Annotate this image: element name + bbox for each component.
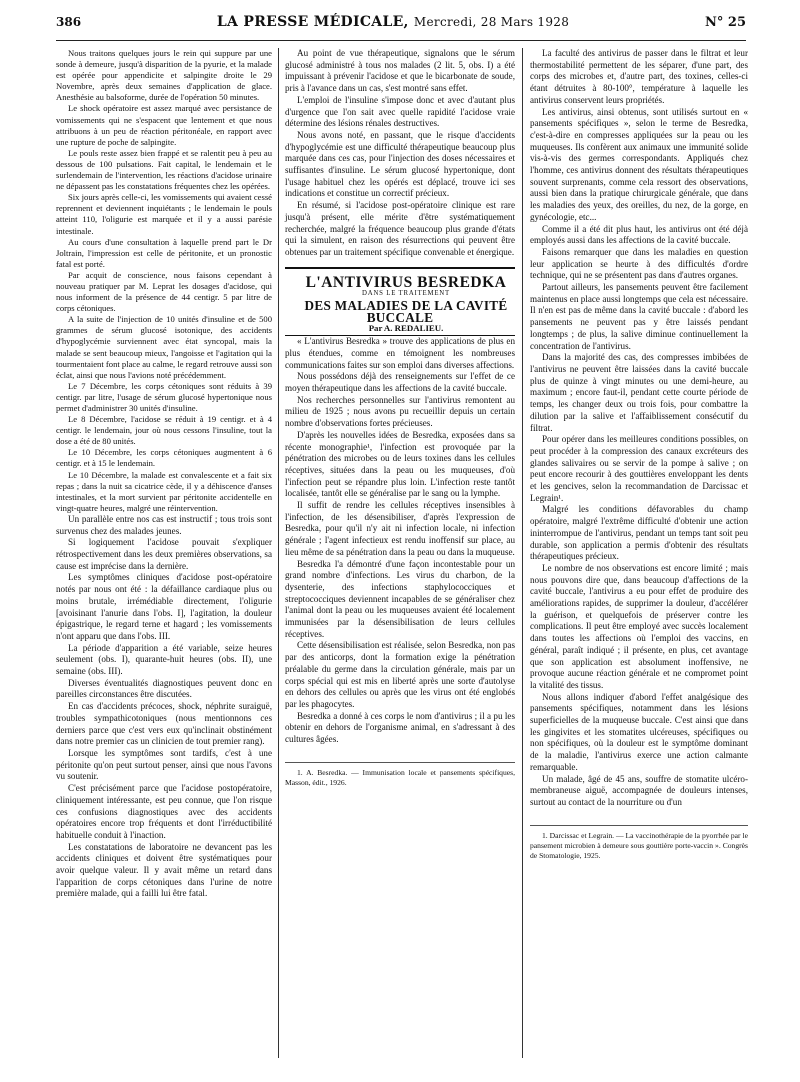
footnote: [530, 825, 748, 861]
paragraph: La période d'apparition a été variable, seize heures seulement (obs. I), quarante-huit heures (obs. II), une semaine (obs. III).: [56, 642, 272, 677]
paragraph: Diverses éventualités diagnostiques peuvent donc en pareilles circonstances être discutées.: [56, 677, 272, 700]
paragraph: Six jours après celle-ci, les vomissements qui avaient cessé reprennent et deviennent inquiétants ; le lendemain le pouls atteint 110, l'oligurie est marquée et il y a aussi parésie intestinale.: [56, 192, 272, 236]
journal-name: LA PRESSE MÉDICALE,: [216, 14, 409, 30]
paragraph: Nous possédons déjà des renseignements sur l'effet de ce moyen thérapeutique dans les affections de la cavité buccale.: [285, 371, 515, 393]
journal-title: [217, 14, 569, 30]
paragraph: Les antivirus, ainsi obtenus, sont utilisés surtout en « pansements spécifiques », selon le terme de Besredka, c'est-à-dire en compresses appliquées sur la peau ou les muqueuses. Ils confèrent aux animaux une immunité solide vis-à-vis des germes correspondants. Appliqués chez l'homme, ces antivirus donnent des résultats thérapeutiques souvent surprenants, comme cela ressort des observations, aussi bien dans la pratique chirurgicale générale, que dans les maladies des yeux, des oreilles, du nez, de la gorge, en gynécologie, etc...: [530, 106, 748, 222]
article-author: Par A. REDALIEU.: [368, 323, 444, 334]
paragraph: Les constatations de laboratoire ne devancent pas les accidents cliniques et doivent être systématiques pour avoir quelque valeur. Il y avait même un retard dans l'apparition de corps cétoniques dans l'urine de notre première malade, qui a failli lui être fatal.: [56, 841, 272, 899]
article-heading: [285, 267, 515, 337]
paragraph: Dans la majorité des cas, des compresses imbibées de l'antivirus ne peuvent être laissées dans la cavité buccale plus de quinze à vingt minutes ou une demi-heure, au maximum ; encore faut-il, pendant cette courte période de temps, les changer deux ou trois fois, pour combattre la dilution par la salive et l'affaiblissement consécutif du filtrat.: [530, 352, 748, 433]
paragraph: Besredka a donné à ces corps le nom d'antivirus ; il a pu les obtenir en dehors de l'organisme animal, en s'adressant à des cultures âgées.: [285, 710, 515, 745]
paragraph: Lorsque les symptômes sont tardifs, c'est à une péritonite qu'on peut surtout penser, ainsi que nous l'avons vu soutenir.: [56, 748, 272, 782]
column-left: [56, 48, 272, 900]
paragraph: Partout ailleurs, les pansements peuvent être facilement maintenus en place aussi longtemps que cela est nécessaire. Il n'en est pas de même dans la cavité buccale : d'abord les pansements ne peuvent pas y être laissés pendant longtemps ; de plus, la salive diminue continuellement la concentration de l'antivirus.: [530, 282, 748, 351]
paragraph: Le 10 Décembre, les corps cétoniques augmentent à 6 centigr. et à 15 le lendemain.: [56, 447, 272, 469]
issue-number: N° 25: [704, 15, 746, 30]
footnote: [285, 762, 515, 788]
paragraph: Un parallèle entre nos cas est instructif ; tous trois sont survenus chez des malades jeunes.: [56, 513, 272, 536]
paragraph: Nos recherches personnelles sur l'antivirus remontent au milieu de 1925 ; nous avons pu recueillir depuis un certain nombre d'observations fortes précieuses.: [285, 394, 515, 429]
paragraph: Par acquit de conscience, nous faisons cependant à nouveau pratiquer par M. Leprat les dosages d'acidose, qui nous informent de la présence de 44 centigr. 5 par litre de corps cétoniques.: [56, 269, 272, 314]
column-right: [530, 48, 748, 861]
paragraph: Le pouls reste assez bien frappé et se ralentit peu à peu au dessous de 100 pulsations. Fait capital, le lendemain et le surlendemain de l'intervention, les réactions d'acidose urinaire ne dépassent pas les constatations fréquentes chez les opérées.: [56, 147, 272, 192]
paragraph: Au point de vue thérapeutique, signalons que le sérum glucosé administré à tous nos malades (2 lit. 5, obs. I) a été impuissant à prévenir l'acidose et que le bicarbonate de soude, pris à l'avance dans un cas, s'est montré sans effet.: [285, 48, 515, 94]
column-middle: [285, 48, 515, 788]
footnote-text: 1. A. Besredka. — Immunisation locale et pansements spécifiques, Masson, édit., 1926.: [285, 767, 515, 787]
paragraph: En résumé, si l'acidose post-opératoire clinique est rare jusqu'à présent, elle mérite d'être systématiquement recherchée, malgré la fréquence beaucoup plus grande d'états qui la simulent, en raison des résurrections qui peuvent être obtenues par un traitement spécifique convenable et énergique.: [285, 200, 515, 257]
article-subtitle: DANS LE TRAITEMENT: [362, 290, 450, 298]
paragraph: Le nombre de nos observations est encore limité ; mais nous pouvons dire que, dans beaucoup d'affections de la cavité buccale, l'antivirus a eu pour effet de produire des améliorations rapides, de supprimer la douleur, d'accélérer la guérison, et quelquefois de préserver contre les complications. Il peut être employé avec succès localement dans toutes les affections où l'emploi des vaccins, en général, paraît indiqué ; il présente, en plus, cet avantage que son application est absolument inoffensive, ne provoque aucune réaction générale et ne compromet point la vitalité des tissus.: [530, 562, 748, 690]
column-divider: [522, 48, 523, 1058]
article-title-second: DES MALADIES DE LA CAVITÉ BUCCALE: [304, 298, 508, 325]
article-title: L'ANTIVIRUS BESREDKA: [305, 273, 507, 291]
paragraph: A la suite de l'injection de 10 unités d'insuline et de 500 grammes de sérum glucosé isotonique, des accidents d'hypoglycémie surviennent avec état syncopal, mais la malade se sent beaucoup mieux, l'angoisse et l'agitation qui la tourmentaient font place au calme, le regard retrouve aussi son éclat, ainsi que nous l'avions noté précédemment.: [56, 314, 272, 380]
paragraph: D'après les nouvelles idées de Besredka, exposées dans sa récente monographie¹, l'infection est provoquée par la pénétration des microbes ou de leurs toxines dans les cellules réceptives, situées dans la peau ou les muqueuses, d'où l'infection peut se répandre plus loin. L'infection reste tantôt localisée, tantôt elle se généralise par le sang ou la lymphe.: [285, 429, 515, 499]
paragraph: L'emploi de l'insuline s'impose donc et avec d'autant plus d'urgence que l'on sait avec quelle rapidité l'acidose vraie détermine des lésions rénales destructives.: [285, 94, 515, 129]
paragraph: Besredka l'a démontré d'une façon incontestable pour un grand nombre d'infections. Les virus du charbon, de la dysenterie, des infections staphylococciques et streptococciques deviennent incapables de se généraliser chez l'animal dont la peau ou les muqueuses avaient été localement immunisées par la désensibilisation de leurs cellules réceptives.: [285, 558, 515, 639]
page-header: [56, 14, 746, 41]
paragraph: La faculté des antivirus de passer dans le filtrat et leur thermostabilité permettent de les séparer, d'une part, des corps des microbes et, d'autre part, des toxines, celles-ci étant détruites à 80-100°, température à laquelle les antivirus conservent leurs propriétés.: [530, 48, 748, 105]
paragraph: Nous traitons quelques jours le rein qui suppure par une sonde à demeure, jusqu'à disparition de la pyurie, et la malade est opérée pour appendicite et salpingite droite le 29 Novembre, après deux semaines d'application de glace. Anesthésie au balsoforme, durée de l'opération 50 minutes.: [56, 48, 272, 103]
paragraph: Il suffit de rendre les cellules réceptives insensibles à l'infection, de les désensibiliser, d'après l'expression de Besredka, pour qu'il n'y ait ni infection locale, ni infection générale ; l'agent infectieux est rendu inoffensif sur place, au lieu même de sa pénétration dans la peau ou dans la muqueuse.: [285, 500, 515, 557]
paragraph: Le 10 Décembre, la malade est convalescente et a fait six repas ; dans la nuit sa cicatrice cède, il y a déhiscence d'anses intestinales, et la mort survient par péritonite accidentelle en vingt-quatre heures, malgré une réintervention.: [56, 469, 272, 513]
paragraph: « L'antivirus Besredka » trouve des applications de plus en plus étendues, comme en témoignent les nombreuses communications faites sur son emploi dans diverses affections.: [285, 336, 515, 370]
paragraph: Malgré les conditions défavorables du champ opératoire, malgré l'extrême difficulté d'obtenir une action ininterrompue de l'antivirus, pendant un temps tant soit peu durable, son application a permis d'obtenir des résultats thérapeutiques précieux.: [530, 504, 748, 562]
paragraph: Les symptômes cliniques d'acidose post-opératoire notés par nous ont été : la défaillance cardiaque plus ou moins brutale, irrémédiable directement, l'oligurie [avoisinant l'anurie dans l'obs. I], l'agitation, la douleur épigastrique, le regard terne et hagard ; les vomissements n'ont apparu que dans l'obs. III.: [56, 572, 272, 641]
paragraph: Si logiquement l'acidose pouvait s'expliquer rétrospectivement dans les deux premières observations, sa cause est imprécise dans la dernière.: [56, 537, 272, 571]
paragraph: Le shock opératoire est assez marqué avec persistance de vomissements qui ne s'espacent que lentement et que nous attribuons à un peu de réaction péritonéale, en rapport avec une rupture de poche de salpingite.: [56, 103, 272, 147]
paragraph: Faisons remarquer que dans les maladies en question leur application se heurte à des difficultés d'ordre technique, qui ne se présentent pas dans d'autres organes.: [530, 246, 748, 281]
paragraph: Le 7 Décembre, les corps cétoniques sont réduits à 39 centigr. par litre, l'usage de sérum glucosé hypertonique nous permet d'administrer 30 unités d'insuline.: [56, 380, 272, 413]
issue-date: Mercredi, 28 Mars 1928: [413, 15, 570, 29]
paragraph: Nous allons indiquer d'abord l'effet analgésique des pansements spécifiques, notamment dans les lésions superficielles de la muqueuse buccale. C'est ainsi que dans les gingivites et les stomatites ulcéreuses, spécifiques ou non spécifiques, où la douleur est le symptôme dominant de la maladie, l'antivirus exerce une action calmante remarquable.: [530, 691, 748, 772]
paragraph: Au cours d'une consultation à laquelle prend part le Dr Joltrain, l'impression est celle de péritonite, et un pronostic fatal est porté.: [56, 236, 272, 269]
paragraph: Cette désensibilisation est réalisée, selon Besredka, non pas par des anticorps, dont la formation exige la pénétration préalable du germe dans la circulation générale, mais par un corps spécial qui est mis en liberté après une sorte d'autolyse en dehors des cellules ou après que les virus ont été englobés par les phagocytes.: [285, 640, 515, 709]
paragraph: Le 8 Décembre, l'acidose se réduit à 19 centigr. et à 4 centigr. le lendemain, jour où nous cessons l'insuline, tout la dose a été de 80 unités.: [56, 414, 272, 447]
page-number: 386: [56, 15, 82, 29]
paragraph: Un malade, âgé de 45 ans, souffre de stomatite ulcéro-membraneuse aiguë, accompagnée de douleurs intenses, surtout au contact de la nourriture ou d'un: [530, 773, 748, 807]
paragraph: Pour opérer dans les meilleures conditions possibles, on peut procéder à la compression des canaux excréteurs des glandes salivaires ou se servir de la pompe à salive ; on peut encore recourir à des gouttières enveloppant les dents et les gencives, selon la recommandation de Darcissac et Legrain¹.: [530, 434, 748, 503]
paragraph: Nous avons noté, en passant, que le risque d'accidents d'hypoglycémie est une difficulté thérapeutique beaucoup plus marquée dans ces cas, pour l'injection des doses nécessaires et suffisantes d'insuline. Le sérum glucosé hypertonique, dont l'usage habituel chez les opérés est déplacé, trouve ici ses indications et constitue un correctif précieux.: [285, 129, 515, 199]
footnote-text: 1. Darcissac et Legrain. — La vaccinothérapie de la pyorrhée par le pansement microbien à demeure sous gouttière porte-vaccin ». Congrès de Stomatologie, 1925.: [530, 830, 748, 860]
paragraph: C'est précisément parce que l'acidose postopératoire, cliniquement intéressante, est peu connue, que l'on risque ces confusions diagnostiques avec des accidents opératoires encore trop fréquents et dont l'irréductibilité habituelle conduit à l'inaction.: [56, 783, 272, 840]
column-divider: [278, 48, 279, 1058]
paragraph: Comme il a été dit plus haut, les antivirus ont été déjà employés aussi dans les affections de la cavité buccale.: [530, 223, 748, 246]
paragraph: En cas d'accidents précoces, shock, néphrite suraiguë, troubles sympathicotoniques (nous mentionnons ces derniers parce que c'est vers eux qu'inclinait obstinément dans notre premier cas un clinicien de tout premier rang).: [56, 701, 272, 747]
